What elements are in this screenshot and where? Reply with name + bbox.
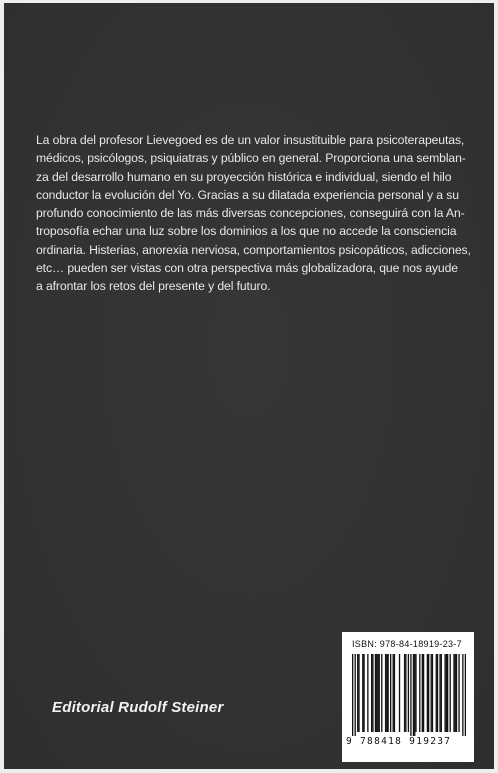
barcode-bar xyxy=(437,654,438,732)
barcode-bar xyxy=(455,654,456,732)
barcode-bar xyxy=(462,654,463,736)
blurb-line: conductor la evolución del Yo. Gracias a su dilatada experiencia personal y a su xyxy=(36,187,459,202)
blurb-line: troposofía echar una luz sobre los dominios a los que no accede la consciencia xyxy=(36,224,457,239)
barcode-bar xyxy=(439,654,440,732)
barcode-bar xyxy=(357,654,358,732)
blurb-line: a afrontar los retos del presente y del futuro. xyxy=(36,279,271,294)
blurb-line: za del desarrollo humano en su proyección histórica e individual, siendo el hilo xyxy=(36,169,452,184)
barcode-digits: 9 788418 919237 xyxy=(346,736,452,747)
barcode-bar xyxy=(394,654,395,732)
isbn-label: ISBN: 978-84-18919-23-7 xyxy=(352,639,462,649)
barcode-bar xyxy=(399,654,400,732)
barcode-bar xyxy=(355,654,356,736)
barcode-bar xyxy=(375,654,376,732)
barcode-bar xyxy=(415,654,416,732)
barcode-bar xyxy=(458,654,459,732)
barcode-bar xyxy=(385,654,386,732)
barcode-bar xyxy=(386,654,387,732)
barcode-bar xyxy=(465,654,466,736)
blurb-line: ordinaria. Histerias, anorexia nerviosa, comportamientos psicopáticos, adicciones, xyxy=(36,242,471,257)
barcode-bar xyxy=(379,654,380,732)
barcode-bar xyxy=(363,654,364,732)
barcode-bar xyxy=(453,654,454,732)
barcode-bar xyxy=(362,654,363,732)
barcode-bar xyxy=(381,654,382,732)
barcode-bar xyxy=(404,654,405,732)
barcode-bar xyxy=(444,654,445,732)
barcode-bar xyxy=(408,654,409,732)
blurb-line: etc… pueden ser vistas con otra perspectiva más globalizadora, que nos ayude xyxy=(36,261,458,276)
isbn-barcode-box xyxy=(342,632,474,762)
barcode-bar xyxy=(422,654,423,732)
barcode-bar xyxy=(377,654,378,732)
barcode-bar xyxy=(367,654,368,732)
barcode-bar xyxy=(441,654,442,732)
barcode-bar xyxy=(432,654,433,732)
barcode-bar xyxy=(387,654,388,732)
barcode-bar xyxy=(376,654,377,732)
barcode-bar xyxy=(456,654,457,732)
barcode-bar xyxy=(450,654,451,732)
barcode-bar xyxy=(423,654,424,732)
barcode-bar xyxy=(372,654,373,732)
barcode-bar xyxy=(427,654,428,732)
publisher-name: Editorial Rudolf Steiner xyxy=(52,699,224,716)
barcode-bar xyxy=(446,654,447,732)
barcode-bar xyxy=(405,654,406,732)
barcode-bar xyxy=(436,654,437,732)
barcode-bar xyxy=(393,654,394,732)
barcode-bar xyxy=(419,654,420,732)
barcode-bar xyxy=(390,654,391,732)
barcode-bar xyxy=(431,654,432,732)
blurb-text xyxy=(36,131,471,296)
barcode-bar xyxy=(352,654,353,736)
barcode-bar xyxy=(428,654,429,732)
blurb-line: médicos, psicólogos, psiquiatras y público en general. Proporciona una semblan- xyxy=(36,151,466,166)
barcode-bar xyxy=(358,654,359,732)
barcode-bar xyxy=(447,654,448,732)
blurb-line: La obra del profesor Lievegoed es de un valor insustituible para psicoterapeutas, xyxy=(36,133,465,147)
barcode-bar xyxy=(371,654,372,732)
barcode-bar xyxy=(414,654,415,736)
barcode-image xyxy=(352,654,466,736)
barcode-bar xyxy=(410,654,411,736)
blurb-line: profundo conocimiento de las más diversas concepciones, conseguirá con la An- xyxy=(36,206,465,221)
barcode-bar xyxy=(413,654,414,736)
